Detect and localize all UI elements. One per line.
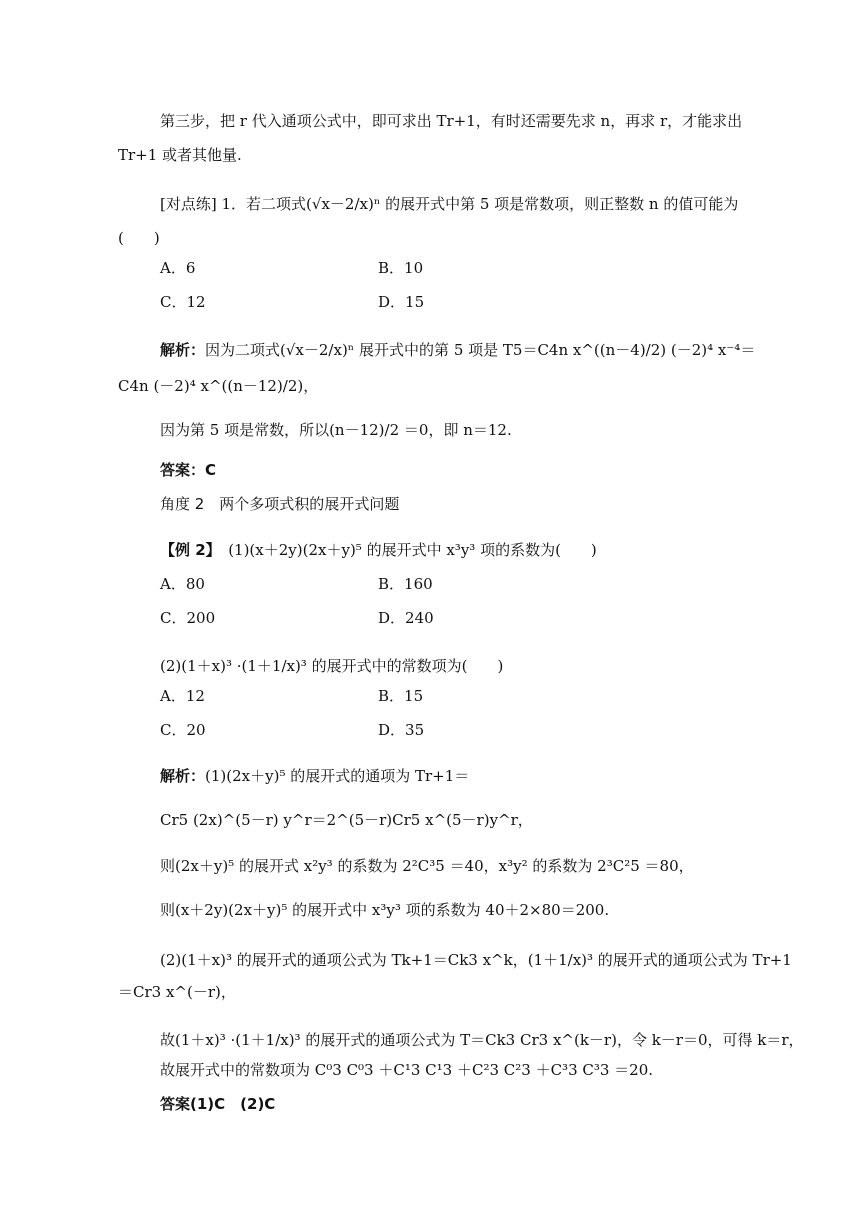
exercise-question: 1．若二项式(√x－2/x)ⁿ 的展开式中第 5 项是常数项，则正整数 n 的值可能为 [221,195,739,213]
example2-solution-1d: 则(x＋2y)(2x＋y)⁵ 的展开式中 x³y³ 项的系数为 40＋2×80＝200. [160,901,610,919]
step3-line2: Tr+1 或者其他量. [118,146,242,164]
example2-solution-2c: 故(1＋x)³ ·(1＋1/x)³ 的展开式的通项公式为 T＝Ck3 Cr3 x^(k－r)，令 k－r＝0，可得 k＝r， [160,1031,804,1049]
exercise-choice-c: C．12 [160,293,206,311]
exercise-analysis-line2: C4n (－2)⁴ x^((n－12)/2)， [118,377,319,395]
exercise-choice-b: B．10 [378,259,424,277]
example2-part1-choice-c: C．200 [160,609,216,627]
exercise-analysis-label: 解析： [160,341,206,359]
exercise-choice-d: D．15 [378,293,425,311]
example2-part2: (2)(1＋x)³ ·(1＋1/x)³ 的展开式中的常数项为( ) [160,657,504,675]
example2-answer: 答案(1)C (2)C [160,1095,276,1113]
example2-sol-1a-text: (1)(2x＋y)⁵ 的展开式的通项为 Tr+1＝ [205,767,470,785]
example2-tag: 【例 2】 [160,541,214,559]
example2-solution-2d: 故展开式中的常数项为 C⁰3 C⁰3 ＋C¹3 C¹3 ＋C²3 C²3 ＋C³3 C³3 ＝20. [160,1061,654,1079]
example2-solution-1a [160,766,732,786]
example2-part1 [160,540,732,560]
example2-part2-choice-b: B．15 [378,687,424,705]
example2-part1-text: (1)(x＋2y)(2x＋y)⁵ 的展开式中 x³y³ 项的系数为( ) [228,541,597,559]
example2-solution-2b: ＝Cr3 x^(－r)， [118,983,236,1001]
example2-part1-choice-b: B．160 [378,575,433,593]
step3-line1: 第三步，把 r 代入通项公式中，即可求出 Tr+1，有时还需要先求 n，再求 r，才能求出 [160,112,743,130]
example2-analysis-label: 解析： [160,767,206,785]
example2-part1-choice-a: A．80 [160,575,205,593]
exercise-analysis-line3: 因为第 5 项是常数，所以(n－12)/2 ＝0，即 n＝12. [160,421,512,439]
example2-part2-choice-a: A．12 [160,687,205,705]
example2-solution-1b: Cr5 (2x)^(5－r) y^r＝2^(5－r)Cr5 x^(5－r)y^r， [160,811,533,829]
exercise-question-line1 [160,194,739,214]
exercise-analysis-line1 [160,340,756,360]
example2-part2-choice-c: C．20 [160,721,206,739]
section-title: 角度 2 两个多项式积的展开式问题 [160,495,400,513]
example2-part2-choice-d: D．35 [378,721,425,739]
exercise-tag: [对点练] [160,195,217,213]
exercise-question-line2: ( ) [118,229,160,247]
example2-part1-choice-d: D．240 [378,609,434,627]
example2-solution-1c: 则(2x＋y)⁵ 的展开式 x²y³ 的系数为 2²C³5 ＝40，x³y² 的系数为 2³C²5 ＝80， [160,857,694,875]
exercise-analysis-text: 因为二项式(√x－2/x)ⁿ 展开式中的第 5 项是 T5＝C4n x^((n－4)/2) (－2)⁴ x⁻⁴＝ [205,341,756,359]
example2-solution-2a: (2)(1＋x)³ 的展开式的通项公式为 Tk+1＝Ck3 x^k，(1＋1/x)³ 的展开式的通项公式为 Tr+1 [160,951,792,969]
exercise-answer: 答案：C [160,461,217,479]
exercise-choice-a: A．6 [160,259,196,277]
